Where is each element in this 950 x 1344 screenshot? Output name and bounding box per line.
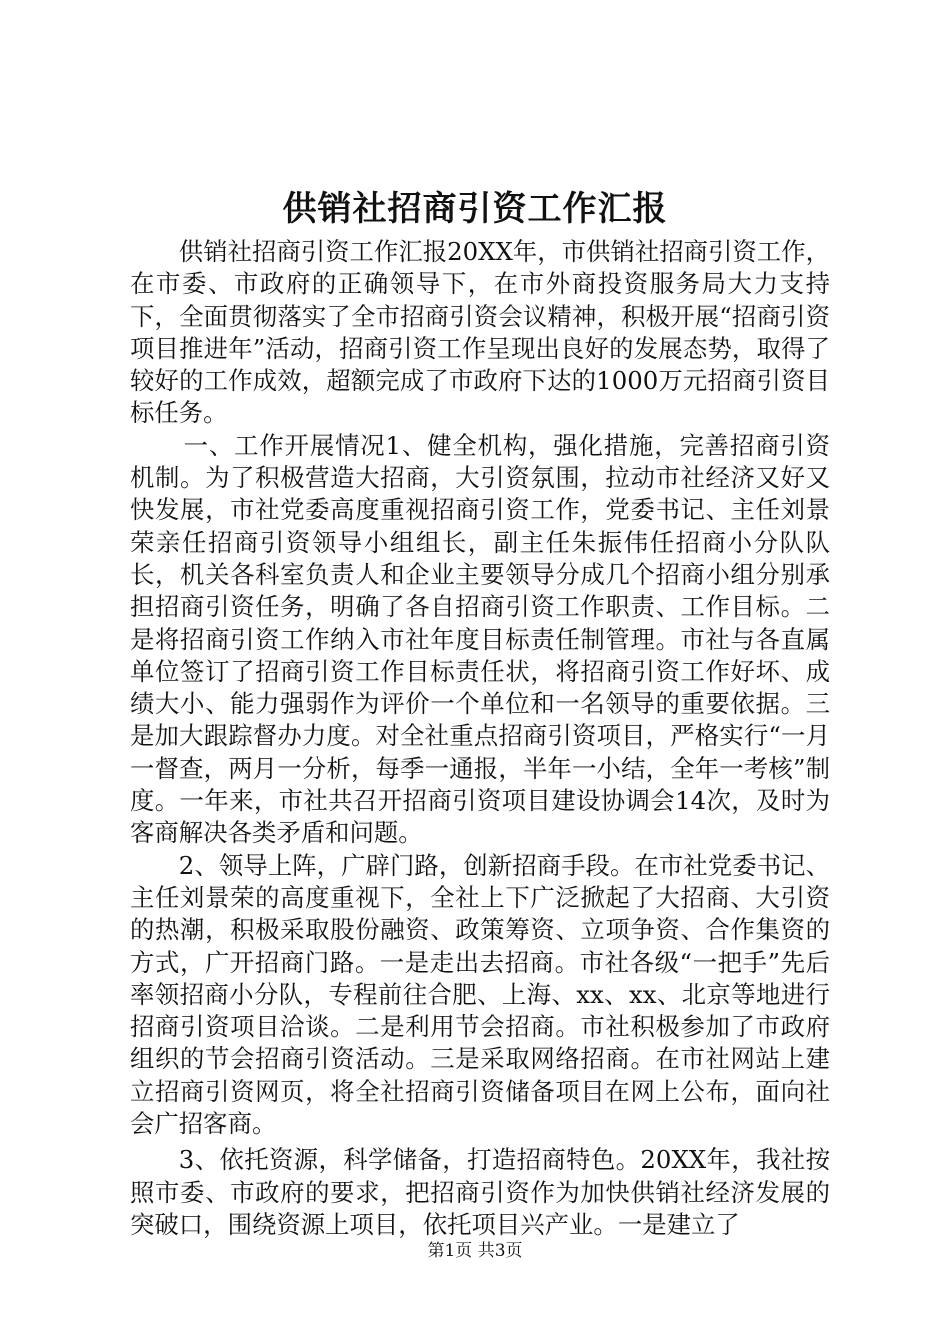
paragraph-intro: 供销社招商引资工作汇报20XX年，市供销社招商引资工作，在市委、市政府的正确领导下，在市外商投资服务局大力支持下，全面贯彻落实了全市招商引资会议精神，积极开展“招商引资项目推进年”活动，招商引资工作呈现出良好的发展态势，取得了较好的工作成效，超额完成了市政府下达的1000万元招商引资目标任务。 bbox=[130, 237, 830, 428]
document-body bbox=[130, 236, 830, 1241]
paragraph-section-2: 2、领导上阵，广辟门路，创新招商手段。在市社党委书记、主任刘景荣的高度重视下，全社上下广泛掀起了大招商、大引资的热潮，积极采取股份融资、政策筹资、立项争资、合作集资的方式，广开招商门路。一是走出去招商。市社各级“一把手”先后率领招商小分队，专程前往合肥、上海、xx、xx、北京等地进行招商引资项目洽谈。二是利用节会招商。市社积极参加了市政府组织的节会招商引资活动。三是采取网络招商。在市社网站上建立招商引资网页，将全社招商引资储备项目在网上公布，面向社会广招客商。 bbox=[130, 850, 830, 1139]
paragraph-section-1: 一、工作开展情况1、健全机构，强化措施，完善招商引资机制。为了积极营造大招商，大引资氛围，拉动市社经济又好又快发展，市社党委高度重视招商引资工作，党委书记、主任刘景荣亲任招商引资领导小组组长，副主任朱振伟任招商小分队队长，机关各科室负责人和企业主要领导分成几个招商小组分别承担招商引资任务，明确了各自招商引资工作职责、工作目标。二是将招商引资工作纳入市社年度目标责任制管理。市社与各直属单位签订了招商引资工作目标责任状，将招商引资工作好坏、成绩大小、能力强弱作为评价一个单位和一名领导的重要依据。三是加大跟踪督办力度。对全社重点招商引资项目，严格实行“一月一督查，两月一分析，每季一通报，半年一小结，全年一考核”制度。一年来，市社共召开招商引资项目建设协调会14次，及时为客商解决各类矛盾和问题。 bbox=[130, 430, 830, 848]
paragraph-section-3: 3、依托资源，科学储备，打造招商特色。20XX年，我社按照市委、市政府的要求，把招商引资作为加快供销社经济发展的突破口，围绕资源上项目，依托项目兴产业。一是建立了 bbox=[130, 1145, 830, 1239]
document-title: 供销社招商引资工作汇报 bbox=[282, 189, 668, 229]
page-footer: 第1页 共3页 bbox=[427, 1241, 523, 1261]
